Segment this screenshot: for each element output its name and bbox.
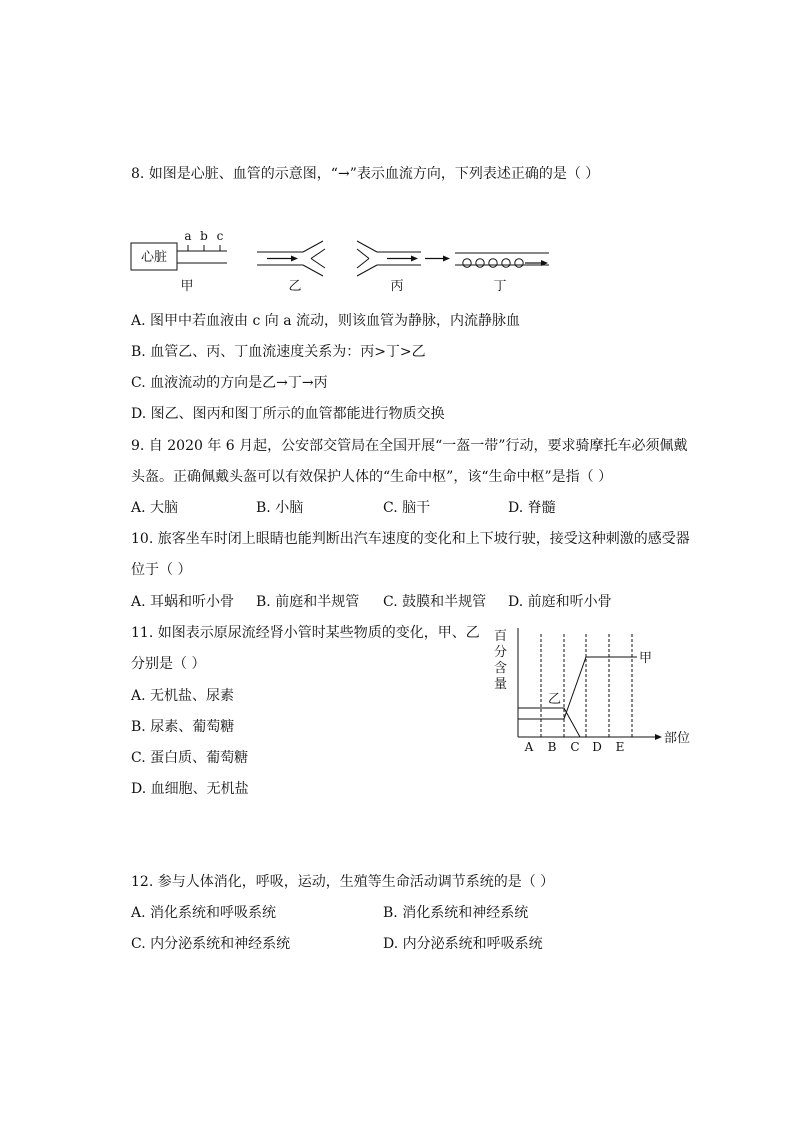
mark-a: a — [184, 229, 192, 243]
q12-option-b: B. 消化系统和神经系统 — [383, 905, 529, 921]
y-label-2: 分 — [494, 645, 508, 660]
q11-option-b: B. 尿素、葡萄糖 — [131, 719, 235, 735]
q11-graph — [490, 620, 700, 760]
q10-option-a: A. 耳蜗和听小骨 — [131, 594, 235, 610]
q9-option-b: B. 小脑 — [256, 500, 304, 516]
q11-option-d: D. 血细胞、无机盐 — [131, 781, 249, 797]
curve-yi — [518, 708, 580, 737]
q11-stem-line2: 分别是（ ） — [131, 656, 206, 672]
x-tick-d: D — [592, 740, 602, 754]
x-axis-label: 部位 — [664, 731, 691, 746]
mark-b: b — [200, 229, 208, 243]
q8-vessel-figure — [125, 226, 565, 296]
x-tick-c: C — [570, 740, 580, 754]
q8-option-a: A. 图甲中若血液由 c 向 a 流动，则该血管为静脉，内流静脉血 — [131, 313, 520, 329]
q10-option-d: D. 前庭和听小骨 — [508, 594, 612, 610]
q9-option-a: A. 大脑 — [131, 500, 179, 516]
q8-option-d: D. 图乙、图丙和图丁所示的血管都能进行物质交换 — [131, 406, 445, 422]
label-ding: 丁 — [493, 279, 507, 294]
q12-stem: 12. 参与人体消化，呼吸，运动，生殖等生命活动调节系统的是（ ） — [131, 874, 555, 890]
series-label-yi: 乙 — [548, 692, 562, 707]
q11-stem-line1: 11. 如图表示原尿流经肾小管时某些物质的变化，甲、乙 — [131, 625, 480, 641]
x-tick-e: E — [615, 740, 625, 754]
q9-stem-line2: 头盔。正确佩戴头盔可以有效保护人体的“生命中枢”，该“生命中枢”是指（ ） — [131, 469, 613, 485]
q11-option-a: A. 无机盐、尿素 — [131, 688, 235, 704]
q10-option-c: C. 鼓膜和半规管 — [383, 594, 487, 610]
q9-option-d: D. 脊髓 — [508, 500, 556, 516]
q10-stem-line1: 10. 旅客坐车时闭上眼睛也能判断出汽车速度的变化和上下坡行驶，接受这种刺激的感受器 — [131, 531, 690, 547]
y-label-1: 百 — [494, 629, 508, 644]
q8-stem: 8. 如图是心脏、血管的示意图，“→”表示血流方向，下列表述正确的是（ ） — [131, 166, 600, 182]
q11-option-c: C. 蛋白质、葡萄糖 — [131, 750, 249, 766]
q12-option-a: A. 消化系统和呼吸系统 — [131, 905, 277, 921]
heart-label: 心脏 — [140, 250, 168, 265]
q12-option-c: C. 内分泌系统和神经系统 — [131, 936, 291, 952]
series-label-jia: 甲 — [639, 651, 653, 666]
curve-jia — [518, 657, 637, 719]
q8-option-b: B. 血管乙、丙、丁血流速度关系为：丙>丁>乙 — [131, 344, 426, 360]
q12-option-d: D. 内分泌系统和呼吸系统 — [383, 936, 543, 952]
q10-option-b: B. 前庭和半规管 — [256, 594, 360, 610]
q10-stem-line2: 位于（ ） — [131, 562, 192, 578]
label-bing: 丙 — [390, 279, 404, 294]
q9-stem-line1: 9. 自 2020 年 6 月起，公安部交管局在全国开展“一盔一带”行动，要求骑摩托车必须佩戴 — [131, 438, 688, 454]
x-tick-a: A — [524, 740, 534, 754]
y-label-4: 量 — [494, 677, 508, 692]
q9-option-c: C. 脑干 — [383, 500, 431, 516]
y-label-3: 含 — [494, 661, 508, 676]
x-tick-b: B — [547, 740, 557, 754]
label-jia: 甲 — [180, 279, 194, 294]
label-yi: 乙 — [288, 279, 302, 294]
mark-c: c — [216, 229, 224, 243]
q8-option-c: C. 血液流动的方向是乙→丁→丙 — [131, 375, 328, 391]
